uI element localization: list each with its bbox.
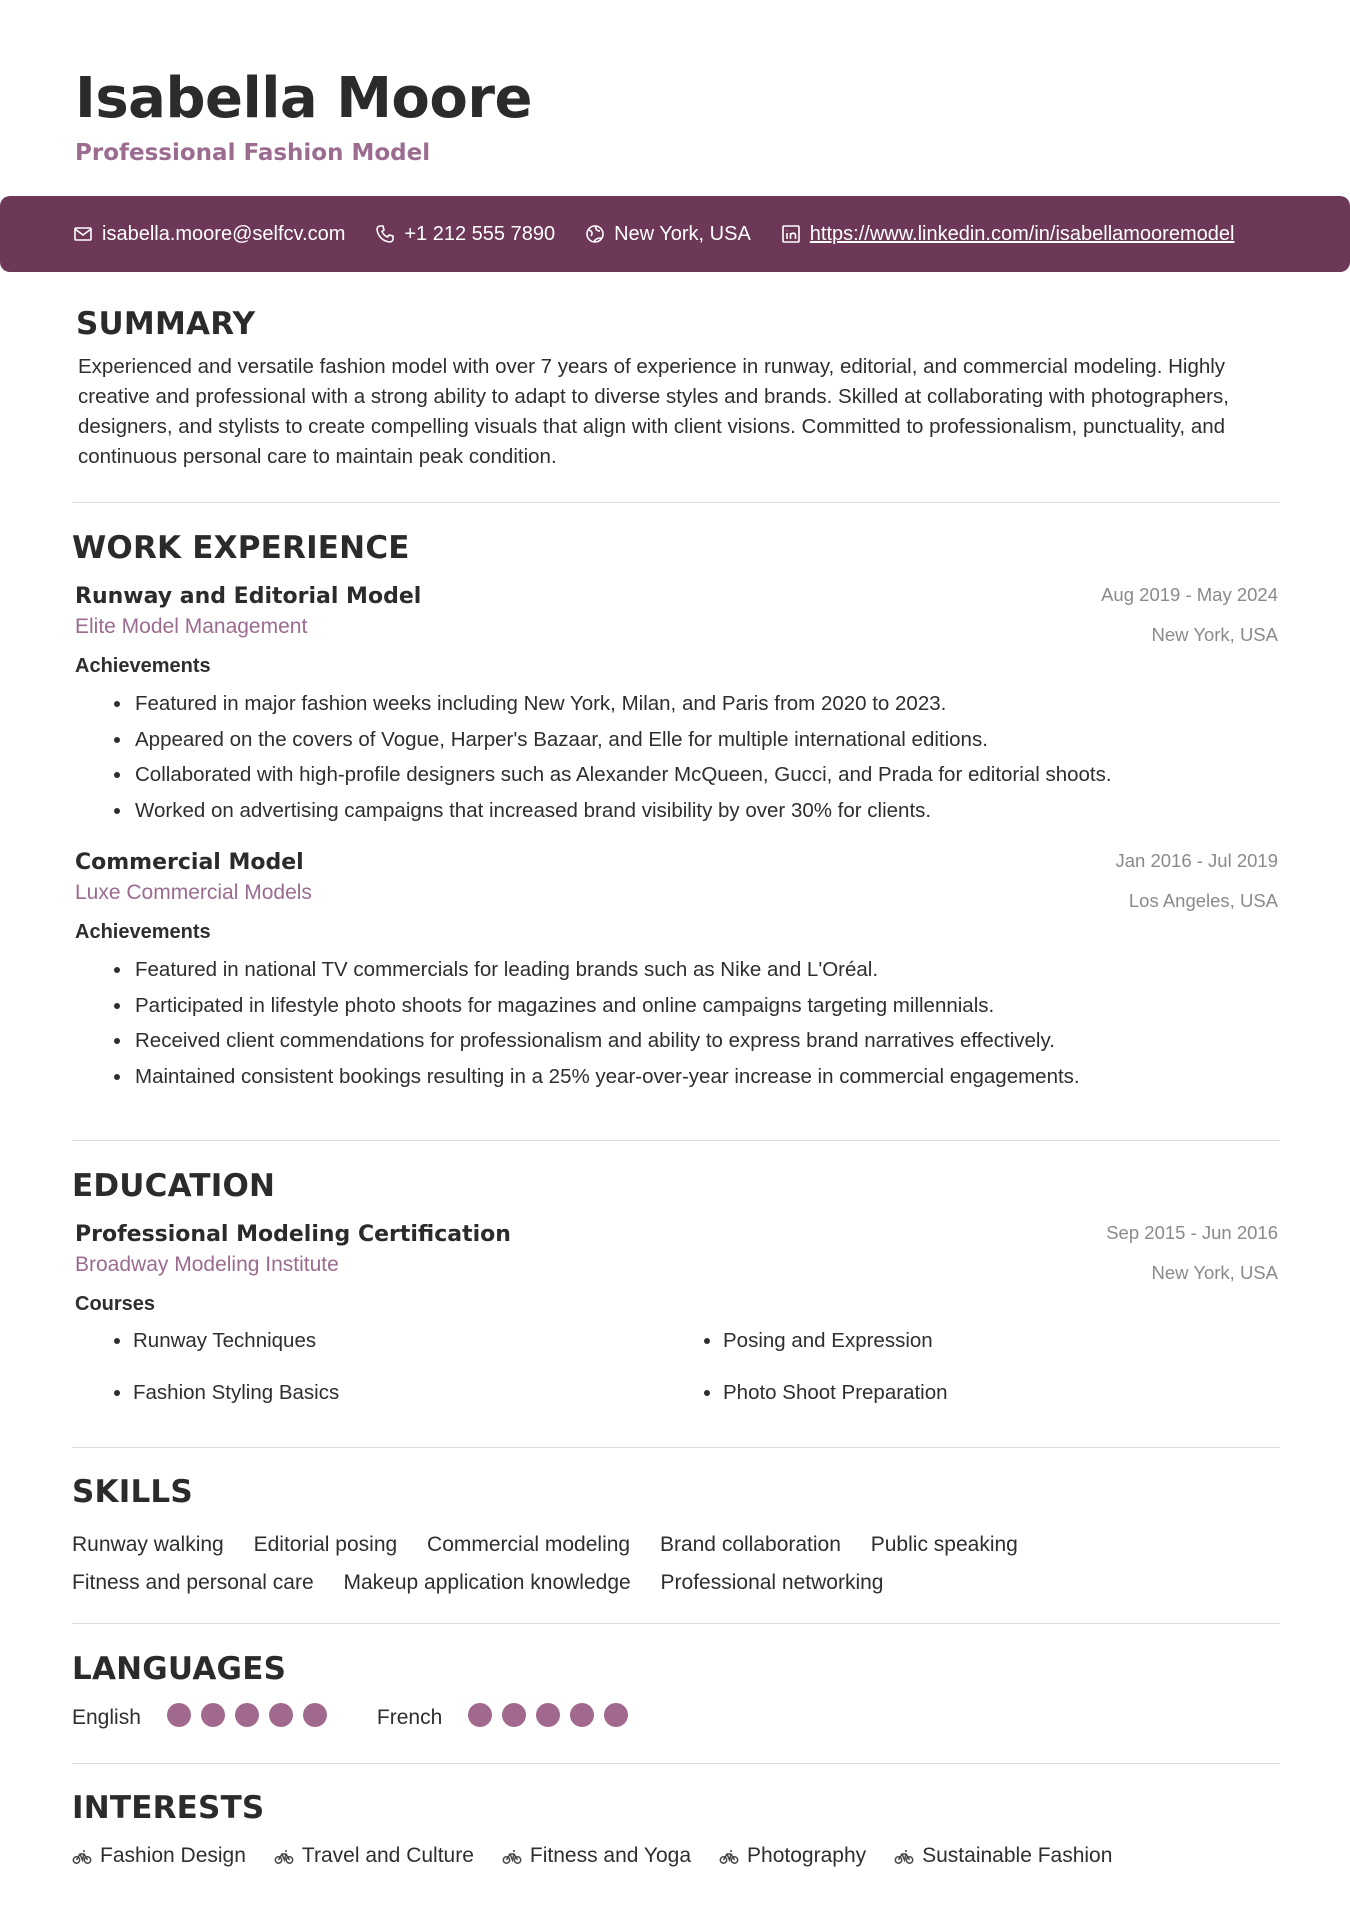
skill-item: Brand collaboration (659, 1533, 841, 1556)
education-dates: Sep 2015 - Jun 2016 (1106, 1222, 1278, 1243)
divider (72, 1763, 1280, 1764)
job-location: New York, USA (1151, 624, 1278, 645)
experience-heading: WORK EXPERIENCE (72, 530, 410, 566)
linkedin-icon (781, 224, 801, 244)
rating-dot (235, 1703, 259, 1727)
interests-section (72, 1790, 1280, 1868)
divider (72, 1623, 1280, 1624)
job-company: Elite Model Management (75, 615, 308, 638)
bicycle-icon (719, 1846, 747, 1866)
skill-item: Editorial posing (253, 1533, 398, 1556)
divider (72, 1447, 1280, 1448)
skills-section (72, 1474, 1280, 1602)
candidate-name: Isabella Moore (75, 66, 532, 131)
interests-list (72, 1844, 1280, 1868)
language-item (72, 1703, 337, 1733)
language-name: French (376, 1706, 443, 1729)
interest-label: Travel and Culture (301, 1844, 474, 1867)
education-entry (75, 1222, 1278, 1428)
job-dates: Aug 2019 - May 2024 (1101, 584, 1278, 605)
bicycle-icon (72, 1846, 100, 1866)
interest-item (719, 1844, 866, 1868)
achievements-heading: Achievements (75, 655, 211, 677)
list-item: • Collaborated with high-profile designers such as Alexander McQueen, Gucci, and Prada for editorial shoots. (133, 757, 1278, 793)
list-item: • Worked on advertising campaigns that increased brand visibility by over 30% for clients. (133, 793, 1278, 829)
interest-item (72, 1844, 246, 1868)
job-dates: Jan 2016 - Jul 2019 (1115, 850, 1278, 871)
job-title: Runway and Editorial Model (75, 584, 422, 609)
languages-section (72, 1651, 1280, 1733)
rating-dot (303, 1703, 327, 1727)
interest-label: Fashion Design (100, 1844, 246, 1867)
skill-item: Commercial modeling (427, 1533, 631, 1556)
interest-item (274, 1844, 474, 1868)
email-text: isabella.moore@selfcv.com (102, 222, 346, 245)
course-item: Posing and Expression (723, 1329, 933, 1352)
list-item: • Featured in national TV commercials for leading brands such as Nike and L'Oréal. (133, 952, 1278, 988)
skill-item: Makeup application knowledge (343, 1571, 631, 1594)
languages-list (72, 1703, 1280, 1733)
education-location: New York, USA (1151, 1262, 1278, 1283)
globe-icon (585, 224, 605, 244)
bicycle-icon (502, 1846, 530, 1866)
rating-dot (201, 1703, 225, 1727)
education-heading: EDUCATION (72, 1168, 276, 1204)
phone-text: +1 212 555 7890 (404, 222, 556, 245)
divider (72, 502, 1280, 503)
contact-phone[interactable] (375, 223, 555, 246)
divider (72, 1140, 1280, 1141)
course-item: Runway Techniques (133, 1329, 317, 1352)
courses-heading: Courses (75, 1293, 156, 1315)
language-item (377, 1703, 638, 1733)
skills-heading: SKILLS (72, 1474, 193, 1510)
interests-heading: INTERESTS (72, 1790, 265, 1826)
job-entry (75, 584, 1278, 828)
job-entry (75, 850, 1278, 1094)
rating-dot (536, 1703, 560, 1727)
interest-label: Fitness and Yoga (529, 1844, 692, 1867)
candidate-role: Professional Fashion Model (75, 140, 431, 166)
summary-heading: SUMMARY (76, 306, 256, 342)
languages-heading: LANGUAGES (72, 1651, 287, 1687)
interest-item (502, 1844, 691, 1868)
skill-item: Fitness and personal care (72, 1571, 314, 1594)
courses-list (75, 1324, 1278, 1428)
list-item: • Participated in lifestyle photo shoots for magazines and online campaigns targeting millennials. (133, 988, 1278, 1024)
phone-icon (375, 224, 395, 244)
interest-label: Photography (747, 1844, 867, 1867)
achievements-list (75, 686, 1278, 828)
list-item: • Received client commendations for professionalism and ability to express brand narratives effectively. (133, 1023, 1278, 1059)
rating-dot (502, 1703, 526, 1727)
achievements-list (75, 952, 1278, 1094)
job-title: Commercial Model (75, 850, 304, 875)
interest-item (894, 1844, 1112, 1868)
envelope-icon (73, 224, 93, 244)
rating-dot (468, 1703, 492, 1727)
linkedin-link[interactable]: https://www.linkedin.com/in/isabellamooremodel (809, 222, 1235, 245)
language-rating (468, 1703, 638, 1733)
degree-title: Professional Modeling Certification (75, 1222, 511, 1247)
skills-list (72, 1526, 1172, 1602)
rating-dot (269, 1703, 293, 1727)
language-name: English (72, 1706, 141, 1729)
contact-location (585, 223, 751, 246)
job-company: Luxe Commercial Models (75, 881, 312, 904)
list-item: • Featured in major fashion weeks including New York, Milan, and Paris from 2020 to 2023. (133, 686, 1278, 722)
education-section (72, 1168, 1280, 1428)
rating-dot (604, 1703, 628, 1727)
job-location: Los Angeles, USA (1128, 890, 1278, 911)
skill-item: Public speaking (870, 1533, 1018, 1556)
bicycle-icon (274, 1846, 302, 1866)
summary-section (72, 306, 1280, 472)
school-name: Broadway Modeling Institute (75, 1253, 339, 1276)
list-item: • Maintained consistent bookings resulting in a 25% year-over-year increase in commercial engagements. (133, 1059, 1278, 1095)
location-text: New York, USA (614, 222, 751, 245)
course-item: Photo Shoot Preparation (723, 1381, 948, 1404)
skill-item: Professional networking (660, 1571, 884, 1594)
contact-email[interactable] (73, 223, 345, 246)
experience-section (72, 530, 1280, 1094)
summary-text: Experienced and versatile fashion model with over 7 years of experience in runway, editorial, and commercial modeling. Highly creative and professional with a strong ability to adapt to diverse styles and brands. Skilled at collaborating with photographers, designers, and stylists to create compelling visuals that align with client visions. Committed to professionalism, punctuality, and continuous personal care to maintain peak condition. (78, 355, 1229, 468)
skill-item: Runway walking (72, 1533, 224, 1556)
rating-dot (570, 1703, 594, 1727)
list-item: • Appeared on the covers of Vogue, Harper's Bazaar, and Elle for multiple international editions. (133, 722, 1278, 758)
contact-linkedin[interactable] (781, 223, 1235, 246)
bicycle-icon (894, 1846, 922, 1866)
interest-label: Sustainable Fashion (922, 1844, 1113, 1867)
course-item: Fashion Styling Basics (133, 1381, 340, 1404)
achievements-heading: Achievements (75, 921, 211, 943)
language-rating (167, 1703, 337, 1733)
contact-bar (0, 196, 1350, 272)
rating-dot (167, 1703, 191, 1727)
